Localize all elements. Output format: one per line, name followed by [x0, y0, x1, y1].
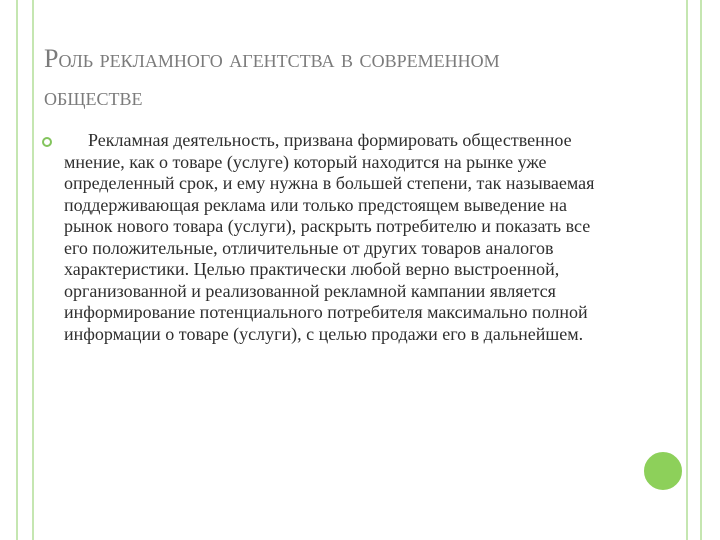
slide-title [44, 40, 604, 116]
slide-title-text: Роль рекламного агентства в современном обществе [44, 44, 500, 111]
frame-inner-right-line [686, 0, 688, 540]
frame-inner-left-line [32, 0, 34, 540]
green-circle-decoration [640, 448, 686, 494]
bullet-list [42, 130, 617, 345]
bullet-text: Рекламная деятельность, призвана формировать общественное мнение, как о товаре (услуге) который находится на рынке уже определенный срок, и ему нужна в большей степени, так называемая поддерживающая реклама или только предстоящем выведение на рынок нового товара (услуги), раскрыть потребителю и показать все его положительные, отличительные от других товаров аналогов характеристики. Целью практически любой верно выстроенной, организованной и реализованной рекламной кампании является информирование потенциального потребителя максимально полной информации о товаре (услуги), с целью продажи его в дальнейшем. [64, 130, 595, 344]
bullet-circle-icon [42, 137, 52, 147]
